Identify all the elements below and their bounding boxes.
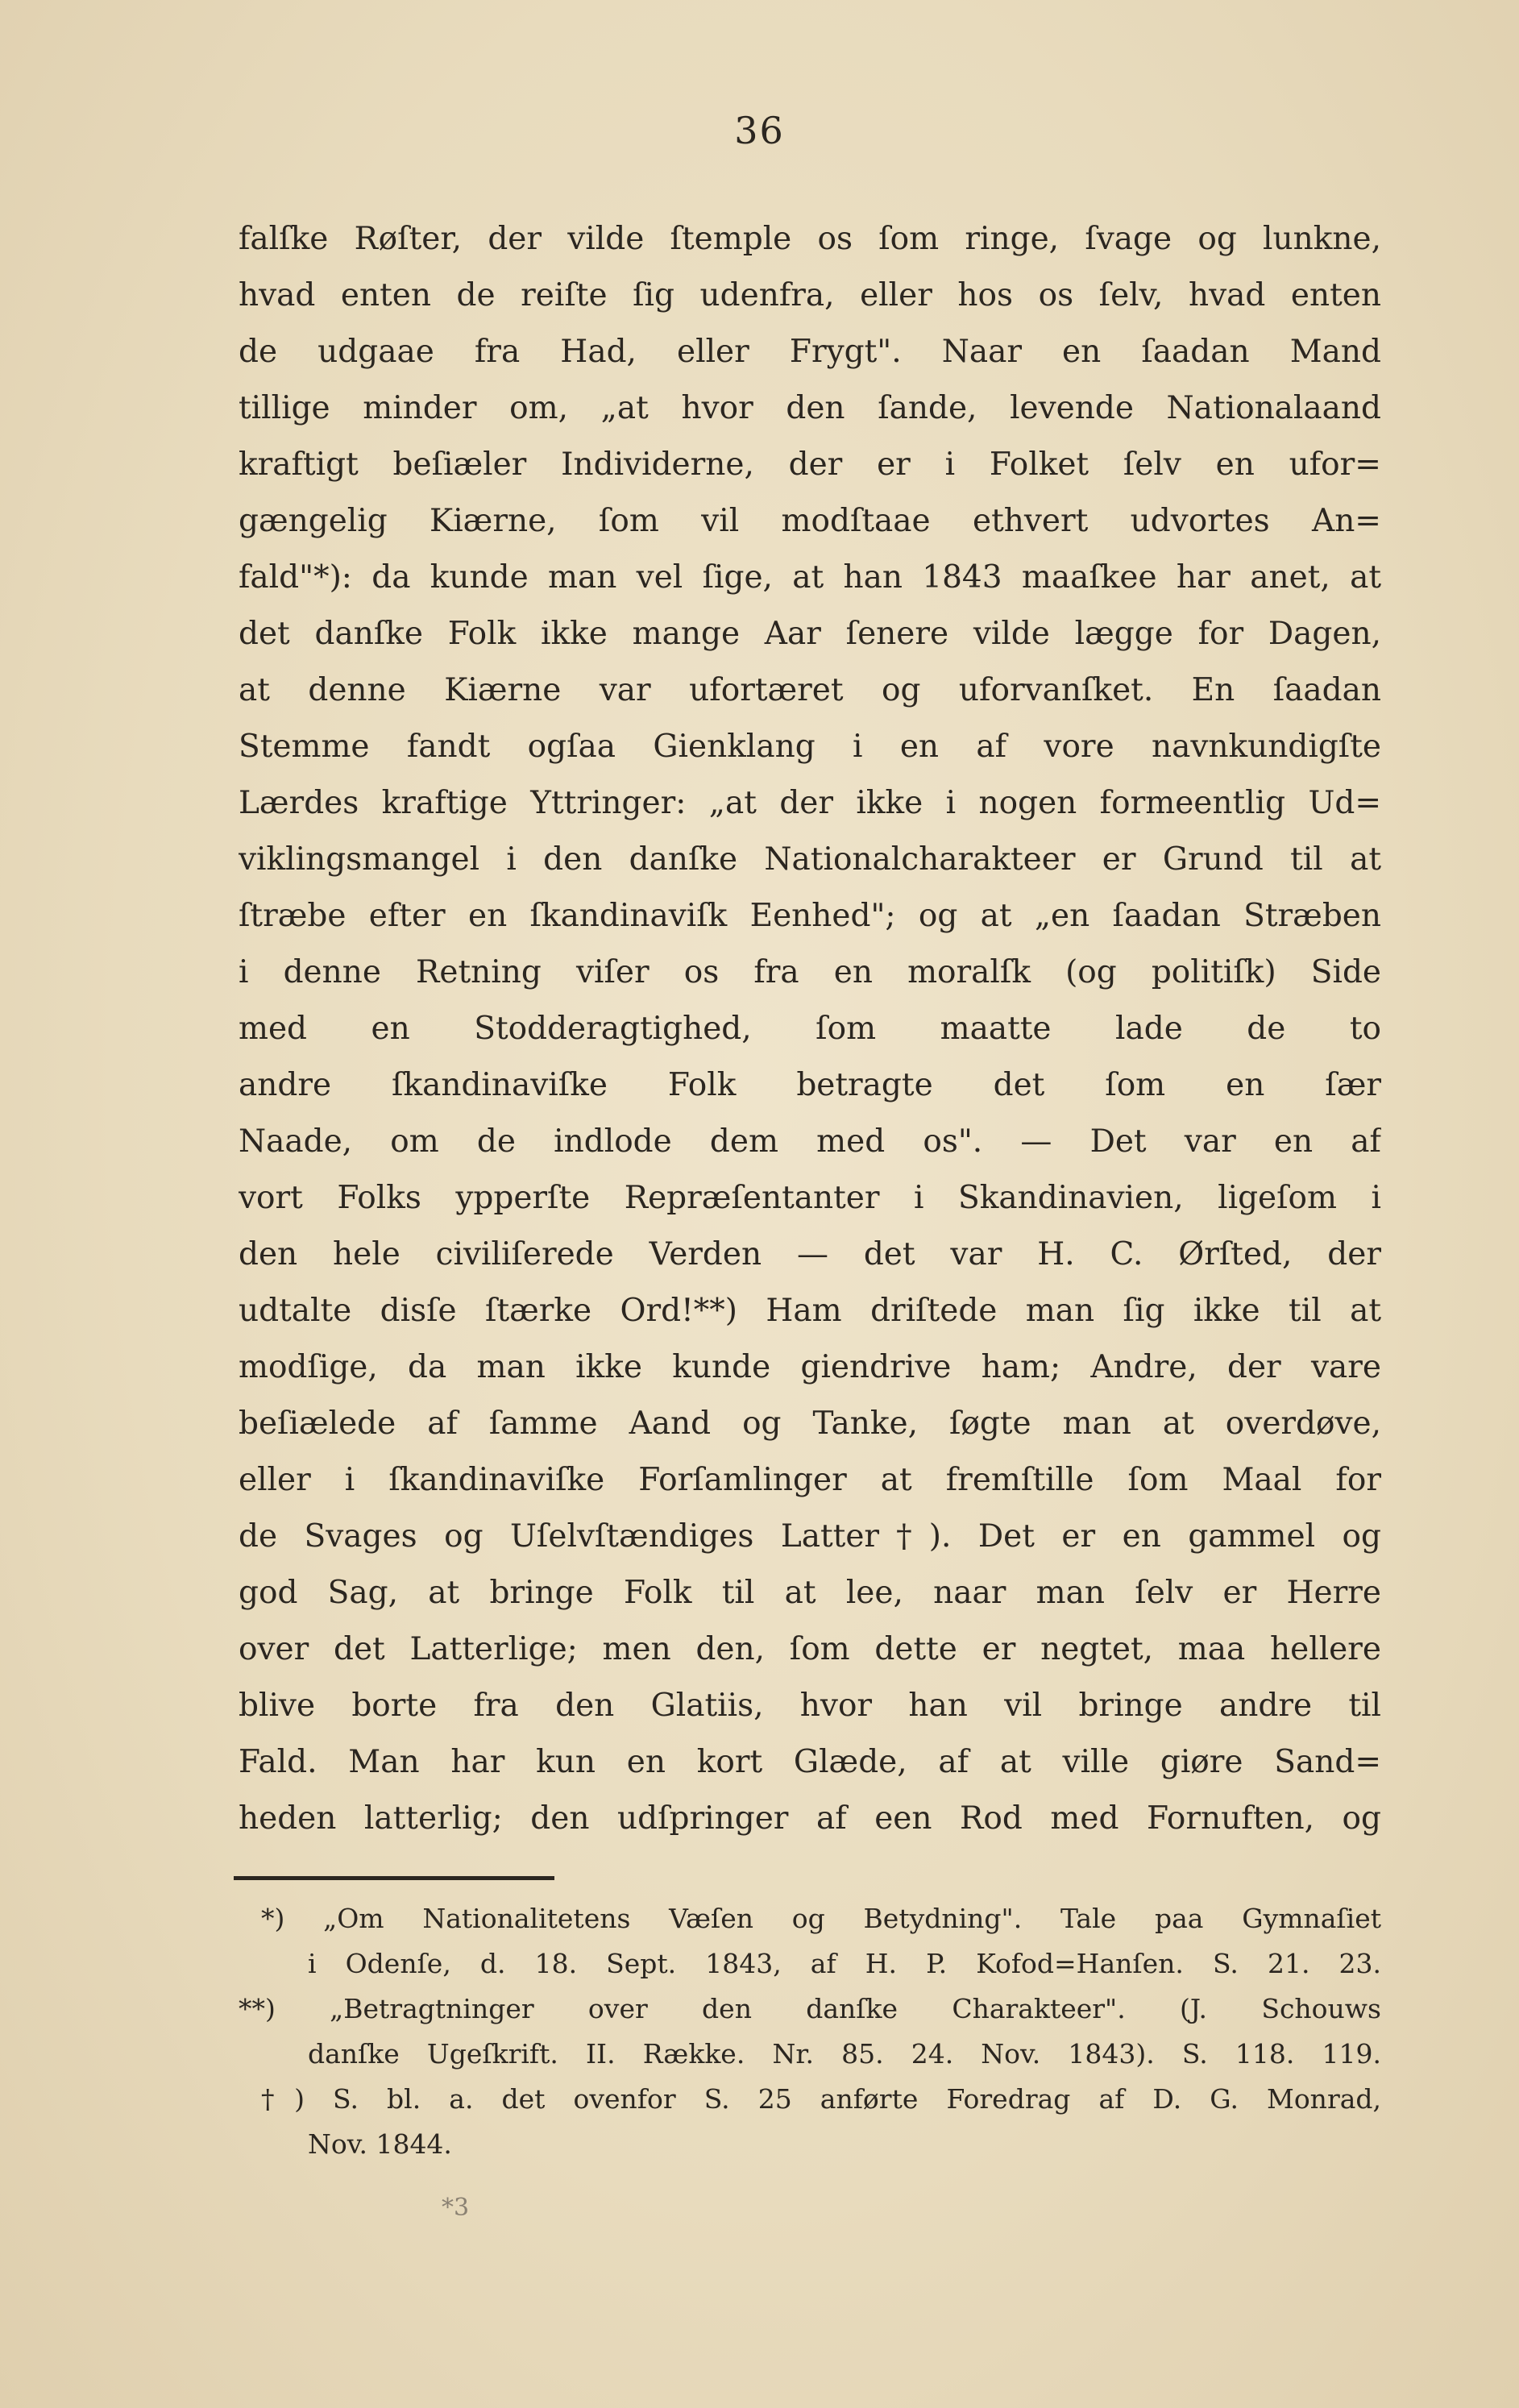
- footnote-marker: †): [261, 2083, 305, 2115]
- text-line: hvad enten de reiſte ſig udenfra, eller hos os ſelv, hvad enten: [239, 277, 1381, 313]
- footnote-text: S. bl. a. det ovenfor S. 25 anførte Foredrag af D. G. Monrad,: [333, 2083, 1381, 2115]
- text-line: Stemme fandt ogſaa Gienklang i en af vore navnkundigſte: [239, 729, 1381, 765]
- footnote-marker: *): [261, 1903, 285, 1934]
- text-line: kraftigt beſiæler Individerne, der er i Folket ſelv en ufor=: [239, 446, 1381, 483]
- footnote-divider: [234, 1876, 554, 1880]
- text-line: Lærdes kraftige Yttringer: „at der ikke i nogen formeentlig Ud=: [239, 785, 1381, 821]
- text-line: over det Latterlige; men den, ſom dette er negtet, maa hellere: [239, 1631, 1381, 1667]
- text-line: den hele civiliſerede Verden — det var H. C. Ørſted, der: [239, 1236, 1381, 1273]
- footnote-line: Nov. 1844.: [308, 2128, 452, 2160]
- footnote-line: [239, 2077, 1381, 2122]
- text-line: fald"*): da kunde man vel ſige, at han 1843 maaſkee har anet, at: [239, 559, 1381, 596]
- text-line: eller i ſkandinaviſke Forſamlinger at fremſtille ſom Maal for: [239, 1462, 1381, 1498]
- page-number: 36: [734, 109, 785, 152]
- text-line: i denne Retning viſer os fra en moralſk (og politiſk) Side: [239, 954, 1381, 990]
- text-line: gængelig Kiærne, ſom vil modſtaae ethvert udvortes An=: [239, 503, 1381, 539]
- text-line: Naade, om de indlode dem med os". — Det var en af: [239, 1123, 1381, 1160]
- text-line: med en Stodderagtighed, ſom maatte lade de to: [239, 1011, 1381, 1047]
- text-line: Fald. Man har kun en kort Glæde, af at ville giøre Sand=: [239, 1744, 1381, 1780]
- text-line: heden latterlig; den udſpringer af een Rod med Fornuften, og: [239, 1800, 1381, 1837]
- text-line: de Svages og Uſelvſtændiges Latter†). Det er en gammel og: [239, 1518, 1381, 1555]
- text-line: udtalte disſe ſtærke Ord!**) Ham driſtede man ſig ikke til at: [239, 1293, 1381, 1329]
- text-line: at denne Kiærne var ufortæret og uforvanſket. En ſaadan: [239, 672, 1381, 708]
- text-line: tillige minder om, „at hvor den ſande, levende Nationalaand: [239, 390, 1381, 426]
- footnote-text: „Betragtninger over den danſke Charakteer". (J. Schouws: [330, 1993, 1381, 2024]
- text-line: beſiælede af ſamme Aand og Tanke, ſøgte man at overdøve,: [239, 1405, 1381, 1442]
- footnote-line: [239, 1987, 1381, 2032]
- footnotes: [239, 1896, 1381, 2167]
- footnote-line: danſke Ugeſkrift. II. Række. Nr. 85. 24. Nov. 1843). S. 118. 119.: [308, 2038, 1381, 2070]
- text-line: andre ſkandinaviſke Folk betragte det ſom en ſær: [239, 1067, 1381, 1103]
- text-line: god Sag, at bringe Folk til at lee, naar man ſelv er Herre: [239, 1575, 1381, 1611]
- text-line: vort Folks ypperſte Repræſentanter i Skandinavien, ligeſom i: [239, 1180, 1381, 1216]
- text-line: falſke Røſter, der vilde ſtemple os ſom ringe, ſvage og lunkne,: [239, 221, 1381, 257]
- footnote-text: „Om Nationalitetens Væſen og Betydning". Tale paa Gymnaſiet: [323, 1903, 1381, 1934]
- text-line: blive borte fra den Glatiis, hvor han vil bringe andre til: [239, 1688, 1381, 1724]
- text-line: det danſke Folk ikke mange Aar ſenere vilde lægge for Dagen,: [239, 616, 1381, 652]
- text-line: de udgaae fra Had, eller Frygt". Naar en ſaadan Mand: [239, 334, 1381, 370]
- footnote-marker: **): [239, 1993, 276, 2024]
- footnote-line: [239, 1896, 1381, 1941]
- footnote-line: i Odenſe, d. 18. Sept. 1843, af H. P. Kofod=Hanſen. S. 21. 23.: [308, 1948, 1381, 1979]
- text-line: modſige, da man ikke kunde giendrive ham; Andre, der vare: [239, 1349, 1381, 1385]
- text-line: ſtræbe efter en ſkandinaviſk Eenhed"; og at „en ſaadan Stræben: [239, 898, 1381, 934]
- text-line: viklingsmangel i den danſke Nationalcharakteer er Grund til at: [239, 841, 1381, 878]
- signature-mark: *3: [442, 2194, 470, 2222]
- body-text: [239, 211, 1381, 1847]
